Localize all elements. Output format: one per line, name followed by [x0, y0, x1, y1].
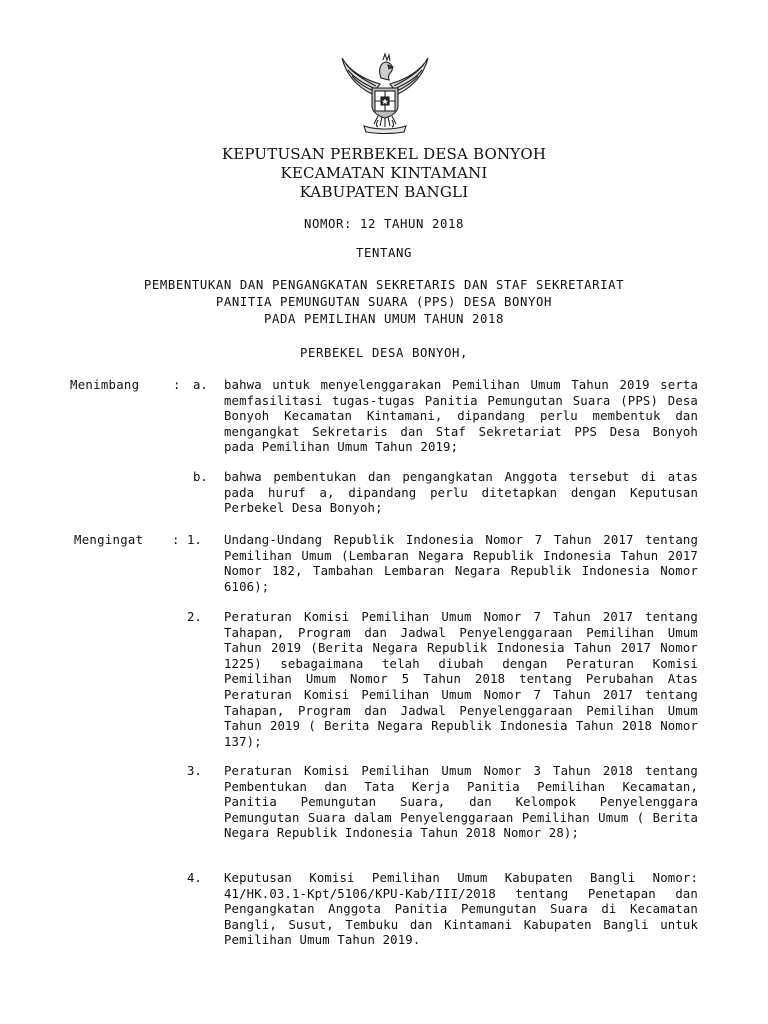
mengingat-colon: : — [172, 533, 180, 547]
issuer-title: PERBEKEL DESA BONYOH, — [299, 346, 469, 360]
menimbang-colon: : — [173, 378, 181, 392]
garuda-emblem-icon — [336, 50, 434, 134]
mengingat-item-1-text: Undang-Undang Republik Indonesia Nomor 7 Tahun 2017 tentang Pemilihan Umum (Lembaran Negara Republik Indonesia Tahun 2017 Nomor 182, Tambahan Lembaran Negara Republik Indonesia Nomor 6106); — [224, 533, 698, 594]
decree-title-line-1: KEPUTUSAN PERBEKEL DESA BONYOH — [221, 145, 547, 163]
mengingat-item-3-marker: 3. — [187, 764, 202, 778]
tentang-label: TENTANG — [355, 246, 413, 260]
decree-title-line-2: KECAMATAN KINTAMANI — [280, 164, 488, 182]
decree-title-line-3: KABUPATEN BANGLI — [299, 183, 469, 201]
subject-line-3: PADA PEMILIHAN UMUM TAHUN 2018 — [263, 312, 505, 326]
subject-line-1: PEMBENTUKAN DAN PENGANGKATAN SEKRETARIS DAN STAF SEKRETARIAT — [143, 278, 625, 292]
menimbang-item-a-text: bahwa untuk menyelenggarakan Pemilihan Umum Tahun 2019 serta memfasilitasi tugas-tugas Panitia Pemungutan Suara (PPS) Desa Bonyoh Kecamatan Kintamani, dipandang perlu membentuk dan mengangkat Sekretaris dan Staf Sekretariat PPS Desa Bonyoh pada Pemilihan Umum Tahun 2019; — [224, 378, 698, 455]
mengingat-item-2-text: Peraturan Komisi Pemilihan Umum Nomor 7 Tahun 2017 tentang Tahapan, Program dan Jadwal Penyelenggaraan Pemilihan Umum Tahun 2019 (Berita Negara Republik Indonesia Tahun 2017 Nomor 1225) sebagaimana telah diubah dengan Peraturan Komisi Pemilihan Umum Nomor 5 Tahun 2018 tentang Perubahan Atas Peraturan Komisi Pemilihan Umum Nomor 7 Tahun 2017 tentang Tahapan, Program dan Jadwal Penyelenggaraan Pemilihan Umum Tahun 2019 ( Berita Negara Republik Indonesia Tahun 2018 Nomor 137); — [224, 610, 698, 749]
menimbang-label: Menimbang — [70, 378, 140, 392]
decree-number: NOMOR: 12 TAHUN 2018 — [303, 217, 465, 231]
menimbang-item-b-marker: b. — [193, 470, 208, 484]
subject-line-2: PANITIA PEMUNGUTAN SUARA (PPS) DESA BONYOH — [215, 295, 553, 309]
mengingat-item-4-marker: 4. — [187, 871, 202, 885]
mengingat-item-4-text: Keputusan Komisi Pemilihan Umum Kabupaten Bangli Nomor: 41/HK.03.1-Kpt/5106/KPU-Kab/III/2018 tentang Penetapan dan Pengangkatan Anggota Panitia Pemungutan Suara di Kecamatan Bangli, Susut, Tembuku dan Kintamani Kabupaten Bangli untuk Pemilihan Umum Tahun 2019. — [224, 871, 698, 948]
menimbang-item-b-text: bahwa pembentukan dan pengangkatan Anggota tersebut di atas pada huruf a, dipandang perlu ditetapkan dengan Keputusan Perbekel Desa Bonyoh; — [224, 470, 698, 516]
mengingat-item-2-marker: 2. — [187, 610, 202, 624]
mengingat-label: Mengingat — [74, 533, 144, 547]
menimbang-item-a-marker: a. — [193, 378, 208, 392]
mengingat-item-1-marker: 1. — [187, 533, 202, 547]
mengingat-item-3-text: Peraturan Komisi Pemilihan Umum Nomor 3 Tahun 2018 tentang Pembentukan dan Tata Kerja Panitia Pemilihan Kecamatan, Panitia Pemungutan Suara, dan Kelompok Penyelenggara Pemungutan Suara dalam Penyelenggaraan Pemilihan Umum ( Berita Negara Republik Indonesia Tahun 2018 Nomor 28); — [224, 764, 698, 841]
